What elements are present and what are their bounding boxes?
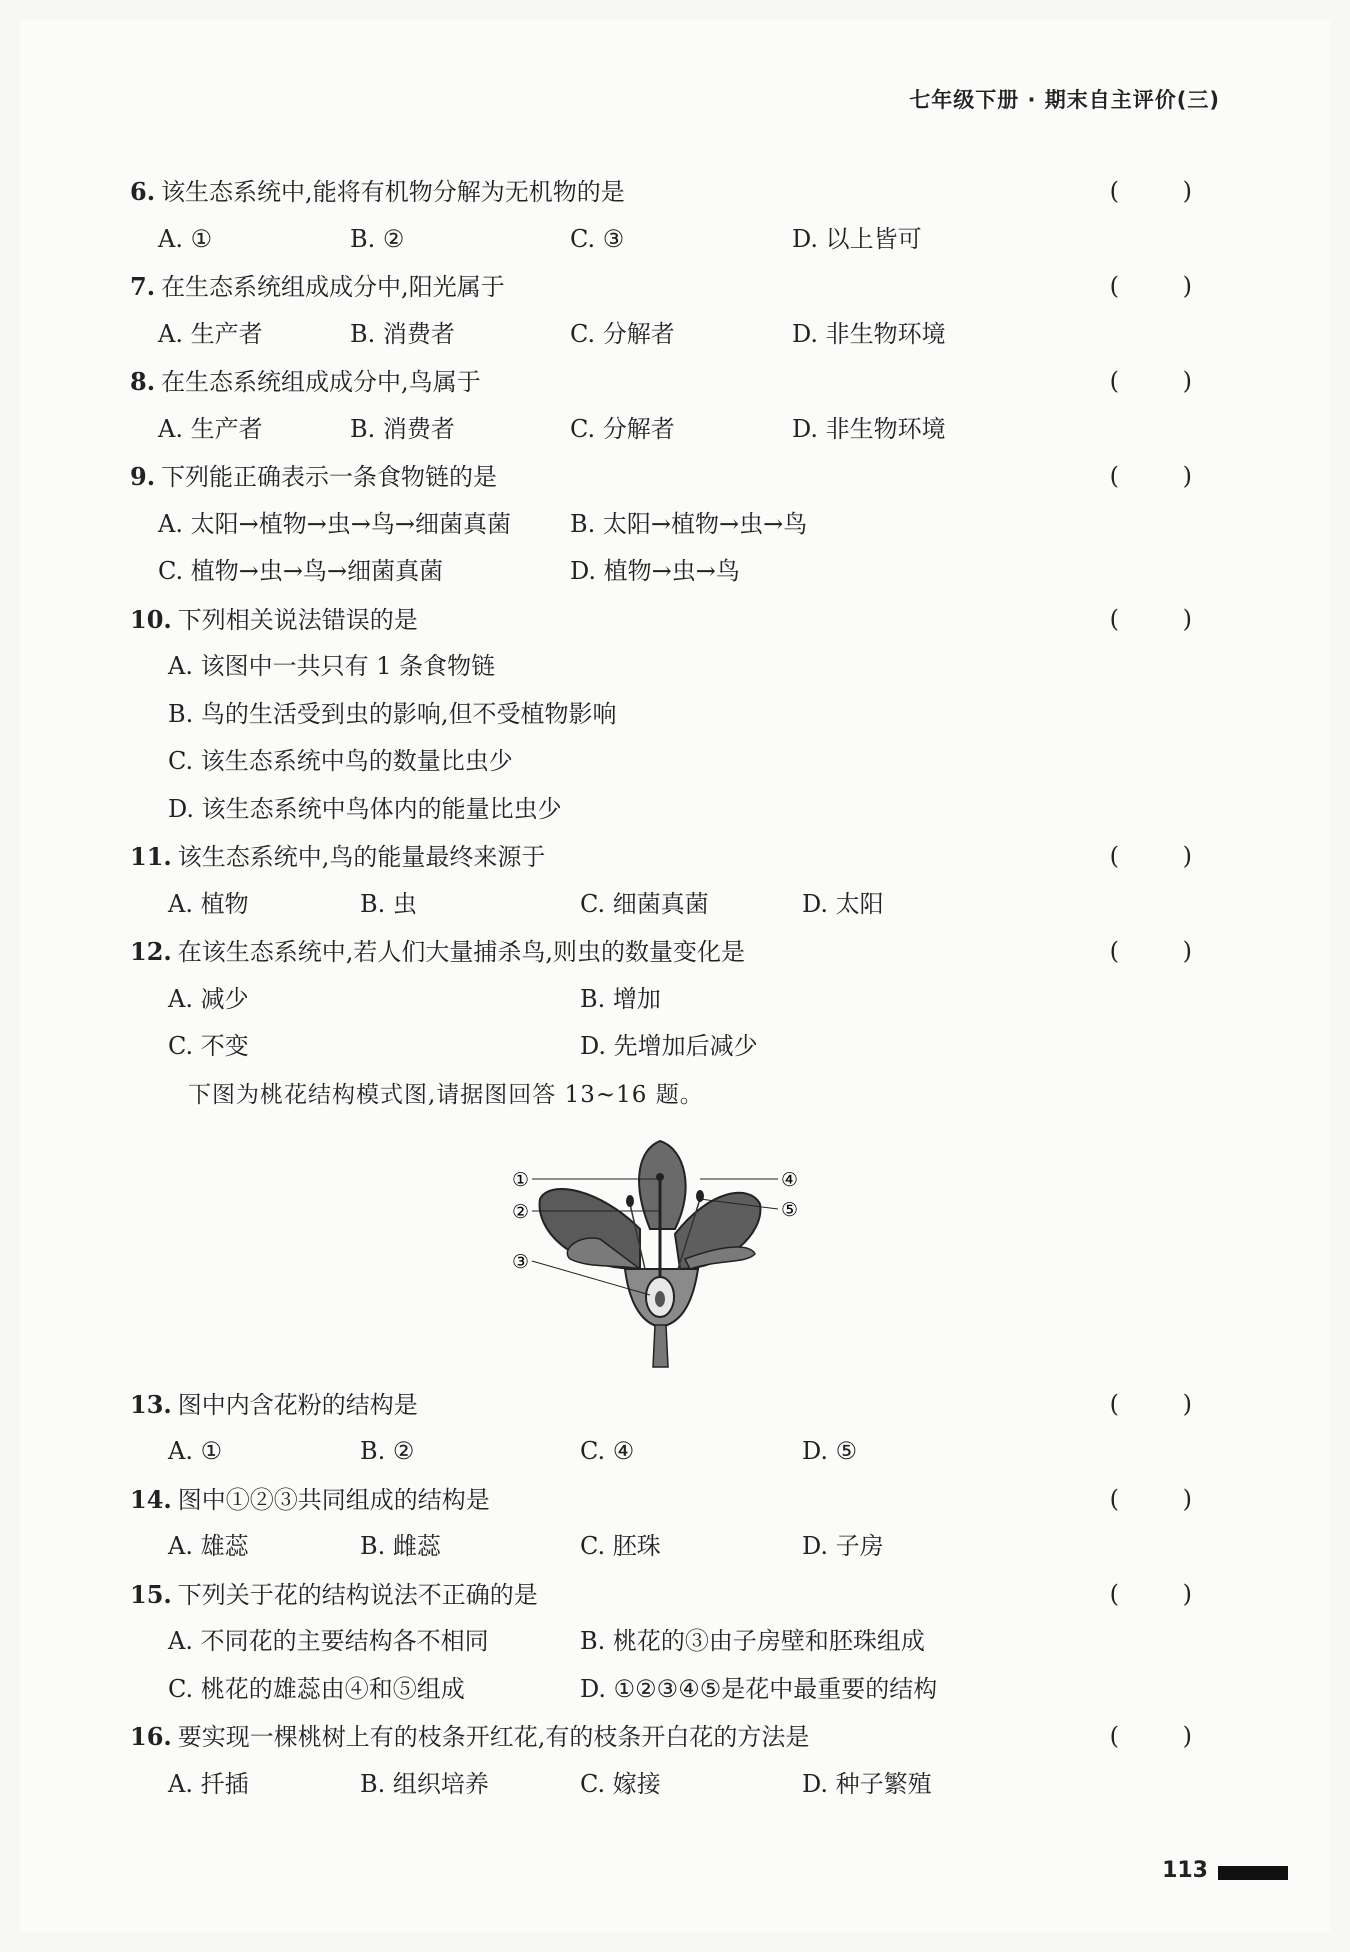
answer-option[interactable]: D. 以上皆可 [792, 224, 922, 253]
question-list [130, 168, 1220, 1808]
answer-option[interactable]: C. 该生态系统中鸟的数量比虫少 [168, 747, 513, 775]
figure-intro: 下图为桃花结构模式图,请据图回答 13~16 题。 [188, 1081, 704, 1108]
question-text: 下列能正确表示一条食物链的是 [161, 463, 498, 491]
answer-option[interactable]: A. 该图中一共只有 1 条食物链 [168, 652, 496, 680]
question [130, 168, 1220, 216]
answer-option[interactable]: B. 增加 [580, 984, 661, 1013]
question [130, 358, 1220, 406]
option-row [130, 738, 1220, 786]
question-text: 在生态系统组成成分中,鸟属于 [161, 368, 481, 396]
answer-option[interactable]: C. ④ [580, 1437, 635, 1465]
option-row [130, 643, 1220, 691]
question-text: 在该生态系统中,若人们大量捕杀鸟,则虫的数量变化是 [177, 938, 746, 966]
answer-blank[interactable]: ( ) [1109, 272, 1220, 300]
answer-option[interactable]: B. 鸟的生活受到虫的影响,但不受植物影响 [168, 699, 617, 728]
question-text: 在生态系统组成成分中,阳光属于 [161, 273, 505, 301]
answer-option[interactable]: C. 桃花的雄蕊由④和⑤组成 [168, 1674, 465, 1703]
answer-option[interactable]: C. 嫁接 [580, 1769, 661, 1798]
peach-flower-figure [130, 1119, 1220, 1381]
page-header: 七年级下册 · 期末自主评价(三) [909, 88, 1220, 112]
answer-option[interactable]: A. ① [158, 224, 213, 253]
answer-blank[interactable]: ( ) [1109, 937, 1220, 965]
answer-option[interactable]: B. ② [350, 224, 405, 253]
answer-option[interactable]: B. 太阳→植物→虫→鸟 [570, 509, 808, 538]
answer-option[interactable]: A. 植物 [168, 889, 249, 918]
answer-option[interactable]: D. 太阳 [802, 889, 884, 918]
answer-blank[interactable]: ( ) [1109, 462, 1220, 490]
option-row [130, 881, 1220, 929]
answer-option[interactable]: B. 消费者 [350, 319, 455, 348]
answer-option[interactable]: C. 分解者 [570, 414, 675, 443]
question-text: 该生态系统中,能将有机物分解为无机物的是 [161, 178, 625, 206]
answer-blank[interactable]: ( ) [1109, 1579, 1220, 1608]
answer-blank[interactable]: ( ) [1109, 1722, 1220, 1750]
answer-blank[interactable]: ( ) [1109, 1389, 1220, 1418]
answer-option[interactable]: D. 非生物环境 [792, 414, 946, 443]
question [130, 1571, 1220, 1619]
page-number: 113 [1162, 1858, 1208, 1883]
question-number: 14. [130, 1484, 172, 1514]
answer-option[interactable]: D. 种子繁殖 [802, 1769, 932, 1798]
option-row [130, 976, 1220, 1024]
question-number: 12. [130, 937, 172, 966]
option-row [130, 501, 1220, 549]
answer-option[interactable]: B. 消费者 [350, 414, 455, 443]
answer-option[interactable]: A. 减少 [168, 984, 249, 1013]
answer-option[interactable]: C. 细菌真菌 [580, 889, 709, 918]
answer-option[interactable]: D. 先增加后减少 [580, 1032, 758, 1060]
answer-option[interactable]: A. 生产者 [158, 414, 263, 443]
answer-option[interactable]: B. 组织培养 [360, 1769, 489, 1798]
question [130, 263, 1220, 311]
answer-blank[interactable]: ( ) [1109, 177, 1220, 205]
answer-option[interactable]: D. ⑤ [802, 1437, 858, 1465]
answer-option[interactable]: D. 子房 [802, 1532, 884, 1560]
question [130, 1713, 1220, 1761]
answer-option[interactable]: A. 太阳→植物→虫→鸟→细菌真菌 [158, 509, 512, 538]
question [130, 596, 1220, 644]
answer-option[interactable]: A. 雄蕊 [168, 1532, 249, 1560]
answer-option[interactable]: A. 不同花的主要结构各不相同 [168, 1627, 489, 1655]
answer-option[interactable]: B. ② [360, 1437, 415, 1465]
figure-label-3: ③ [512, 1250, 530, 1273]
answer-option[interactable]: B. 虫 [360, 889, 417, 918]
question [130, 833, 1220, 881]
answer-option[interactable]: C. ③ [570, 224, 625, 253]
question-number: 13. [130, 1389, 172, 1419]
question [130, 928, 1220, 976]
answer-option[interactable]: D. 非生物环境 [792, 319, 946, 348]
question-text: 图中内含花粉的结构是 [177, 1390, 418, 1419]
answer-option[interactable]: A. 生产者 [158, 319, 263, 348]
option-row [130, 1618, 1220, 1666]
option-row [130, 311, 1220, 359]
question-number: 6. [130, 177, 156, 206]
figure-label-2: ② [512, 1200, 530, 1223]
figure-label-1: ① [512, 1168, 530, 1191]
question-text: 下列关于花的结构说法不正确的是 [177, 1580, 538, 1609]
question-number: 7. [130, 272, 156, 301]
question [130, 453, 1220, 501]
answer-option[interactable]: C. 不变 [168, 1032, 249, 1060]
peach-flower-diagram [510, 1119, 810, 1381]
question-number: 11. [130, 842, 172, 871]
question-block-ecosystem [130, 168, 1220, 1071]
question-number: 9. [130, 462, 156, 491]
question-number: 15. [130, 1579, 172, 1609]
answer-blank[interactable]: ( ) [1109, 604, 1220, 633]
question-number: 8. [130, 367, 156, 396]
answer-option[interactable]: C. 胚珠 [580, 1532, 661, 1560]
page-number-bar [1218, 1866, 1288, 1880]
option-row [130, 1761, 1220, 1809]
option-row [130, 1428, 1220, 1476]
answer-option[interactable]: C. 植物→虫→鸟→细菌真菌 [158, 557, 444, 585]
option-row [130, 406, 1220, 454]
answer-option[interactable]: D. 植物→虫→鸟 [570, 557, 740, 585]
figure-label-4: ④ [781, 1168, 799, 1191]
question-text: 下列相关说法错误的是 [177, 605, 418, 634]
figure-label-5: ⑤ [781, 1198, 799, 1221]
answer-option[interactable]: D. 该生态系统中鸟体内的能量比虫少 [168, 794, 562, 823]
question-number: 10. [130, 604, 172, 634]
option-row [130, 548, 1220, 596]
question [130, 1476, 1220, 1524]
question-text: 该生态系统中,鸟的能量最终来源于 [177, 843, 546, 871]
question-text: 要实现一棵桃树上有的枝条开红花,有的枝条开白花的方法是 [177, 1723, 810, 1751]
answer-blank[interactable]: ( ) [1109, 1484, 1220, 1513]
question-number: 16. [130, 1722, 172, 1751]
option-row [130, 1523, 1220, 1571]
option-row [130, 1666, 1220, 1714]
option-row [130, 216, 1220, 264]
answer-blank[interactable]: ( ) [1109, 842, 1220, 870]
answer-option[interactable]: D. ①②③④⑤是花中最重要的结构 [580, 1674, 938, 1703]
answer-option[interactable]: A. 扦插 [168, 1769, 249, 1798]
option-row [130, 786, 1220, 834]
answer-blank[interactable]: ( ) [1109, 367, 1220, 395]
option-row [130, 1023, 1220, 1071]
question-text: 图中①②③共同组成的结构是 [177, 1485, 490, 1514]
answer-option[interactable]: A. ① [168, 1437, 223, 1465]
option-row [130, 691, 1220, 739]
answer-option[interactable]: B. 桃花的③由子房壁和胚珠组成 [580, 1627, 925, 1655]
answer-option[interactable]: B. 雌蕊 [360, 1532, 441, 1560]
question [130, 1381, 1220, 1429]
question-block-flower [130, 1381, 1220, 1809]
answer-option[interactable]: C. 分解者 [570, 319, 675, 348]
